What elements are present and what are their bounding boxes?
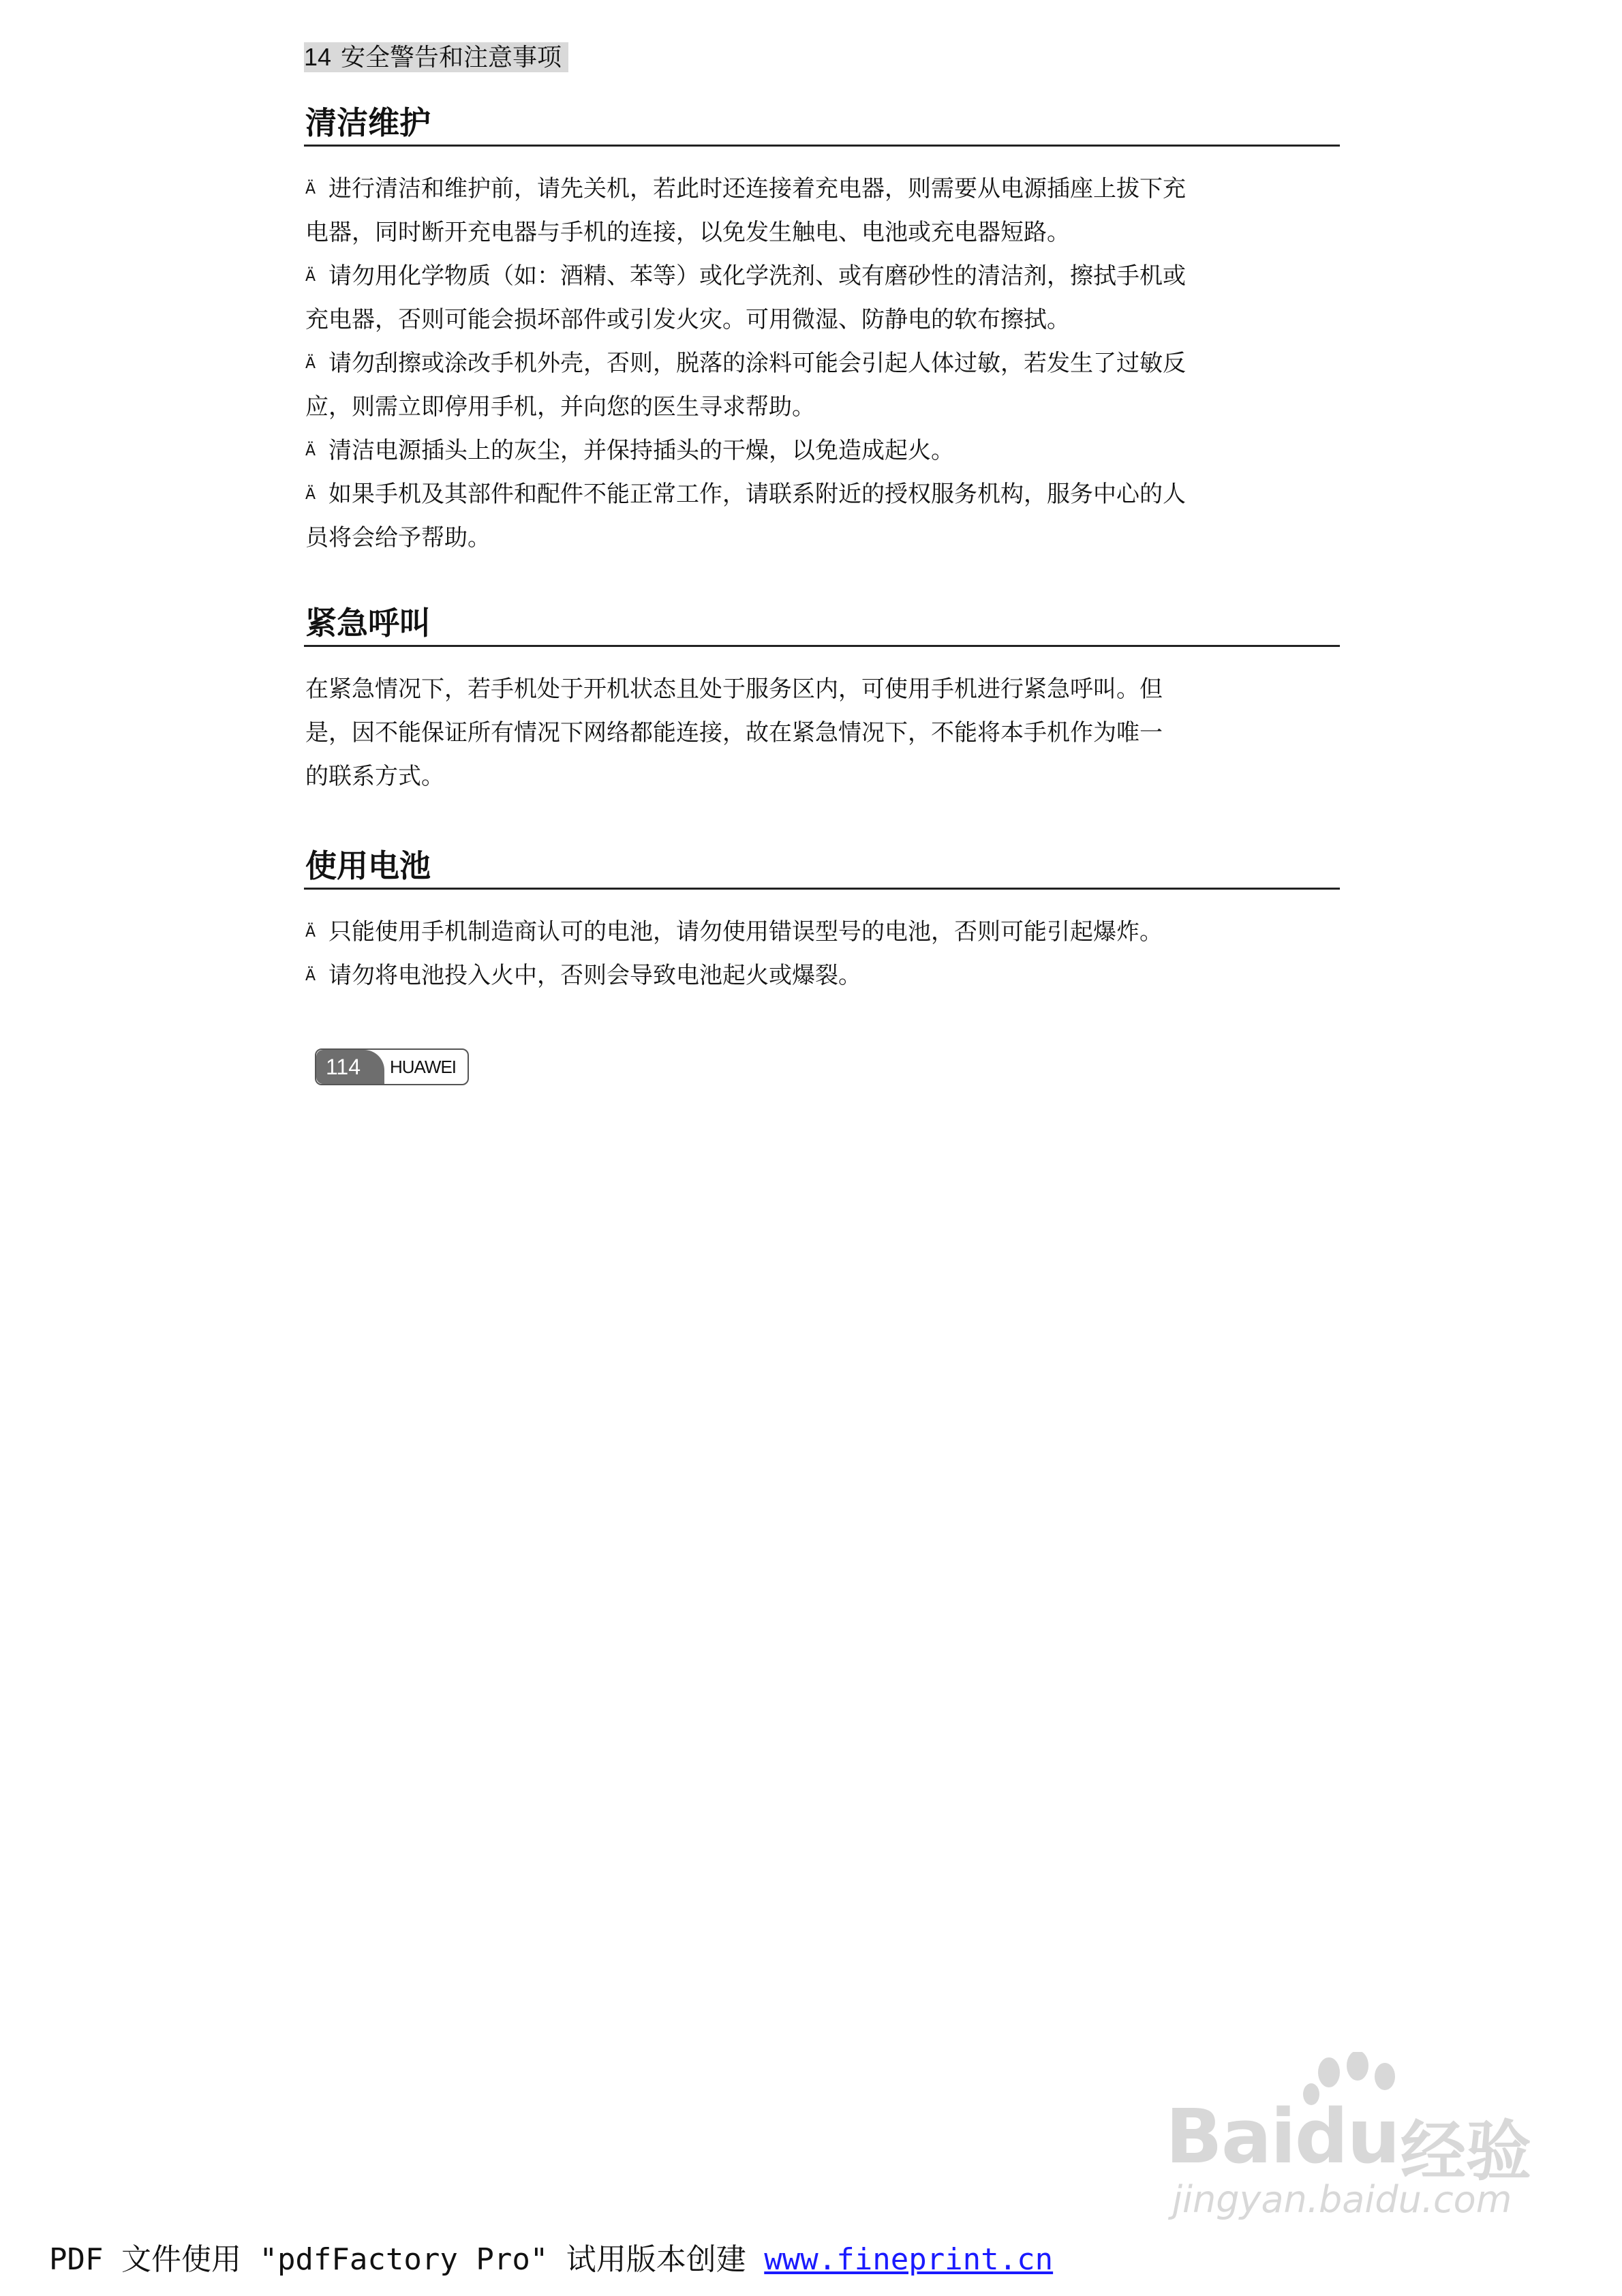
line-text: 的联系方式。 <box>305 763 444 790</box>
bullet-icon: Ä <box>305 442 316 459</box>
text-line <box>304 667 1340 711</box>
section-body <box>304 667 1340 798</box>
line-text: 请勿将电池投入火中，否则会导致电池起火或爆裂。 <box>328 962 861 989</box>
section-body <box>304 910 1340 997</box>
footer-brand: HUAWEI <box>390 1057 457 1077</box>
watermark-url: jingyan.baidu.com <box>1172 2178 1512 2221</box>
bullet-icon: Ä <box>305 924 316 941</box>
line-text: 是，因不能保证所有情况下网络都能连接，故在紧急情况下，不能将本手机作为唯一 <box>305 719 1163 746</box>
line-text: 如果手机及其部件和配件不能正常工作，请联系附近的授权服务机构，服务中心的人 <box>328 481 1186 508</box>
pdf-creator-footer <box>49 2235 1053 2278</box>
text-line <box>304 516 1340 560</box>
line-text: 应，则需立即停用手机，并向您的医生寻求帮助。 <box>305 393 815 421</box>
section-battery <box>304 845 1340 997</box>
text-line <box>304 385 1340 429</box>
page-footer-tab <box>315 1048 469 1085</box>
text-line <box>304 342 1340 385</box>
chapter-number: 14 <box>304 43 332 71</box>
text-line <box>304 711 1340 755</box>
bullet-icon: Ä <box>305 355 316 372</box>
section-title: 清洁维护 <box>304 102 1340 147</box>
bullet-icon: Ä <box>305 268 316 285</box>
line-text: 在紧急情况下，若手机处于开机状态且处于服务区内，可使用手机进行紧急呼叫。但 <box>305 676 1163 703</box>
bullet-icon: Ä <box>305 967 316 984</box>
chapter-header <box>304 42 568 72</box>
text-line <box>304 167 1340 211</box>
line-text: 请勿刮擦或涂改手机外壳，否则，脱落的涂料可能会引起人体过敏，若发生了过敏反 <box>328 350 1186 377</box>
chapter-title: 安全警告和注意事项 <box>341 44 562 72</box>
watermark-jingyan: 经验 <box>1401 2113 1531 2190</box>
line-text: 员将会给予帮助。 <box>305 524 491 552</box>
line-text: 清洁电源插头上的灰尘，并保持插头的干燥，以免造成起火。 <box>328 437 954 464</box>
section-cleaning <box>304 102 1340 560</box>
line-text: 进行清洁和维护前，请先关机，若此时还连接着充电器，则需要从电源插座上拔下充 <box>328 175 1186 202</box>
text-line <box>304 954 1340 997</box>
text-line <box>304 254 1340 298</box>
page-number: 114 <box>316 1050 384 1084</box>
watermark-brand: Baidu <box>1165 2093 1399 2180</box>
text-line <box>304 429 1340 472</box>
text-line <box>304 298 1340 342</box>
line-text: 电器，同时断开充电器与手机的连接，以免发生触电、电池或充电器短路。 <box>305 219 1070 246</box>
bullet-icon: Ä <box>305 486 316 503</box>
baidu-watermark <box>1159 2052 1540 2221</box>
line-text: 请勿用化学物质（如：酒精、苯等）或化学洗剂、或有磨砂性的清洁剂，擦拭手机或 <box>328 262 1186 290</box>
section-title: 使用电池 <box>304 845 1340 890</box>
fineprint-link[interactable]: www.fineprint.cn <box>764 2242 1054 2277</box>
section-title: 紧急呼叫 <box>304 603 1340 647</box>
section-body <box>304 167 1340 560</box>
section-emergency-call <box>304 603 1340 798</box>
text-line <box>304 910 1340 954</box>
line-text: 只能使用手机制造商认可的电池，请勿使用错误型号的电池，否则可能引起爆炸。 <box>328 918 1163 946</box>
pdf-footer-text: PDF 文件使用 "pdfFactory Pro" 试用版本创建 <box>49 2242 765 2277</box>
text-line <box>304 472 1340 516</box>
bullet-icon: Ä <box>305 181 316 198</box>
line-text: 充电器，否则可能会损坏部件或引发火灾。可用微湿、防静电的软布擦拭。 <box>305 306 1070 333</box>
text-line <box>304 755 1340 798</box>
text-line <box>304 211 1340 254</box>
